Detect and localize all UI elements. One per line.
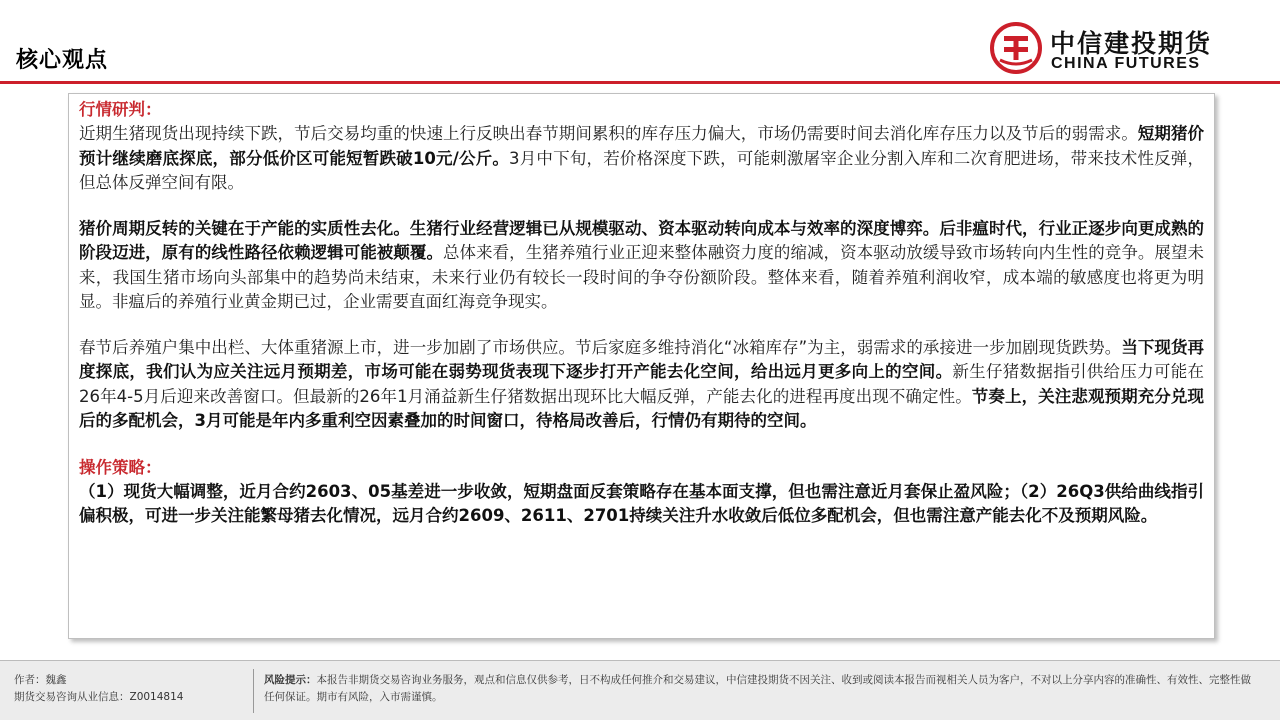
license-label: 期货交易咨询从业信息： [14,691,130,703]
risk-label: 风险提示： [264,674,317,686]
author-label: 作者： [14,674,46,686]
strategy-paragraph [79,480,1204,529]
license-number: Z0014814 [129,691,184,703]
company-logo [990,18,1250,76]
text-run: 近期生猪现货出现持续下跌，节后交易均重的快速上行反映出春节期间累积的库存压力偏大，市场仍需要时间去消化库存压力以及节后的弱需求。 [79,124,1138,143]
author-name: 魏鑫 [45,674,67,686]
strategy-heading: 操作策略： [79,457,162,477]
footer-separator [253,669,254,713]
text-run: 春节后养殖户集中出栏、大体重猪源上市，进一步加剧了市场供应。节后家庭多维持消化“冰箱库存”为主，弱需求的承接进一步加剧现货跌势。 [79,337,1122,357]
text-run: 3月中下旬，若价格深度下跌，可能刺激屠宰企业分割入库和二次育肥进场，带来技术性反弹，但总体反弹空间有限。 [79,148,1205,192]
market-paragraph-1 [79,122,1204,196]
content-box [68,93,1215,639]
text-run-bold: 猪价周期反转的关键在于产能的实质性去化。生猪行业经营逻辑已从规模驱动、资本驱动转向成本与效率的深度博弈。后非瘟时代，行业正逐步向更成熟的阶段迈进，原有的线性路径依赖逻辑可能被颠覆。 [79,218,1204,262]
text-run-bold: 当下现货再度探底，我们认为应关注远月预期差，市场可能在弱势现货表现下逐步打开产能去化空间，给出远月更多向上的空间。 [79,337,1204,381]
text-run-bold: 短期猪价预计继续磨底探底，部分低价区可能短暂跌破10元/公斤。 [79,124,1205,168]
market-paragraph-2 [79,217,1204,315]
footer [0,661,1280,720]
market-heading: 行情研判： [79,100,162,119]
risk-text: 本报告非期货交易咨询业务服务，观点和信息仅供参考，日不构成任何推介和交易建议，中信建投期货不因关注、收到或阅读本报告而视相关人员为客户，不对以上分享内容的准确性、有效性、完整性做任何保证。期市有风险，入市需谨慎。 [264,674,1251,703]
market-paragraph-3 [79,336,1204,434]
text-run-bold: 节奏上，关注悲观预期充分兑现后的多配机会，3月可能是年内多重利空因素叠加的时间窗口，待格局改善后，行情仍有期待的空间。 [79,386,1204,430]
logo-en-text: CHINA FUTURES [1051,55,1201,72]
text-run-bold: （1）现货大幅调整，近月合约2603、05基差进一步收敛，短期盘面反套策略存在基本面支撑，但也需注意近月套保止盈风险；（2）26Q3供给曲线指引偏积极，可进一步关注能繁母猪去化情况，远月合约2609、2611、2701持续关注升水收敛后低位多配机会，但也需注意产能去化不及预期风险。 [79,481,1204,525]
logo-cn-text: 中信建投期货 [1050,29,1213,58]
text-run: 新生仔猪数据指引供给压力可能在26年4-5月后迎来改善窗口。但最新的26年1月涌益新生仔猪数据出现环比大幅反弹，产能去化的进程再度出现不确定性。 [79,362,1205,406]
text-run: 总体来看，生猪养殖行业正迎来整体融资力度的缩减，资本驱动放缓导致市场转向内生性的竞争。展望未来，我国生猪市场向头部集中的趋势尚未结束，未来行业仍有较长一段时间的争夺份额阶段。整体来看，随着养殖利润收窄，成本端的敏感度也将更为明显。非瘟后的养殖行业黄金期已过，企业需要直面红海竞争现实。 [79,243,1205,311]
citic-logo-icon [990,22,1042,74]
page-title: 核心观点 [16,48,109,73]
header-divider [0,81,1280,84]
footer-author-info [14,672,183,706]
risk-disclaimer [264,672,1259,706]
